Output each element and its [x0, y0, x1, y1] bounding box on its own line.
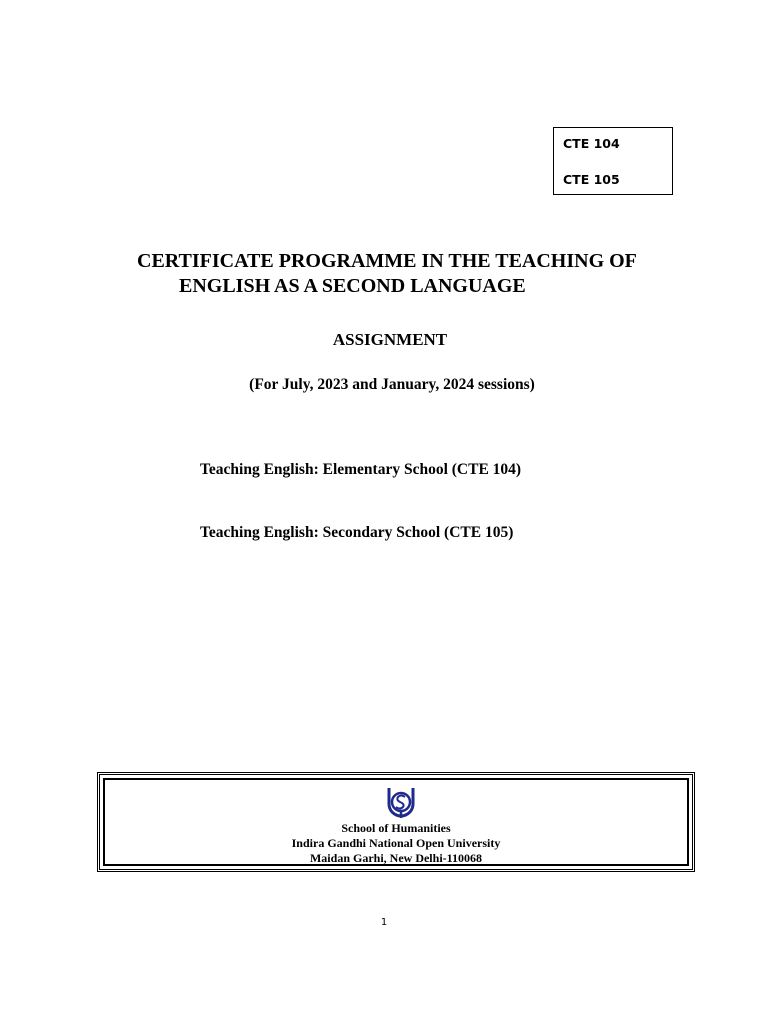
programme-title-line1: CERTIFICATE PROGRAMME IN THE TEACHING OF — [137, 250, 637, 272]
university-footer-inner — [103, 778, 689, 866]
school-name: School of Humanities — [341, 821, 451, 835]
ignou-logo-icon — [383, 784, 419, 820]
course-title-cte105: Teaching English: Secondary School (CTE 105) — [200, 524, 514, 541]
page-number: 1 — [380, 917, 388, 928]
university-address: Maidan Garhi, New Delhi-110068 — [309, 851, 482, 865]
programme-title-line2: ENGLISH AS A SECOND LANGUAGE — [179, 275, 526, 297]
course-code-box — [553, 127, 673, 195]
sessions-text: (For July, 2023 and January, 2024 sessions) — [249, 376, 535, 393]
university-address-block — [105, 821, 687, 866]
university-name: Indira Gandhi National Open University — [291, 836, 501, 850]
assignment-heading: ASSIGNMENT — [332, 330, 448, 349]
course-code-cte104: CTE 104 — [563, 136, 620, 151]
course-code-cte105: CTE 105 — [563, 172, 620, 187]
university-footer-box — [97, 772, 695, 872]
course-title-cte104: Teaching English: Elementary School (CTE 104) — [200, 461, 522, 478]
